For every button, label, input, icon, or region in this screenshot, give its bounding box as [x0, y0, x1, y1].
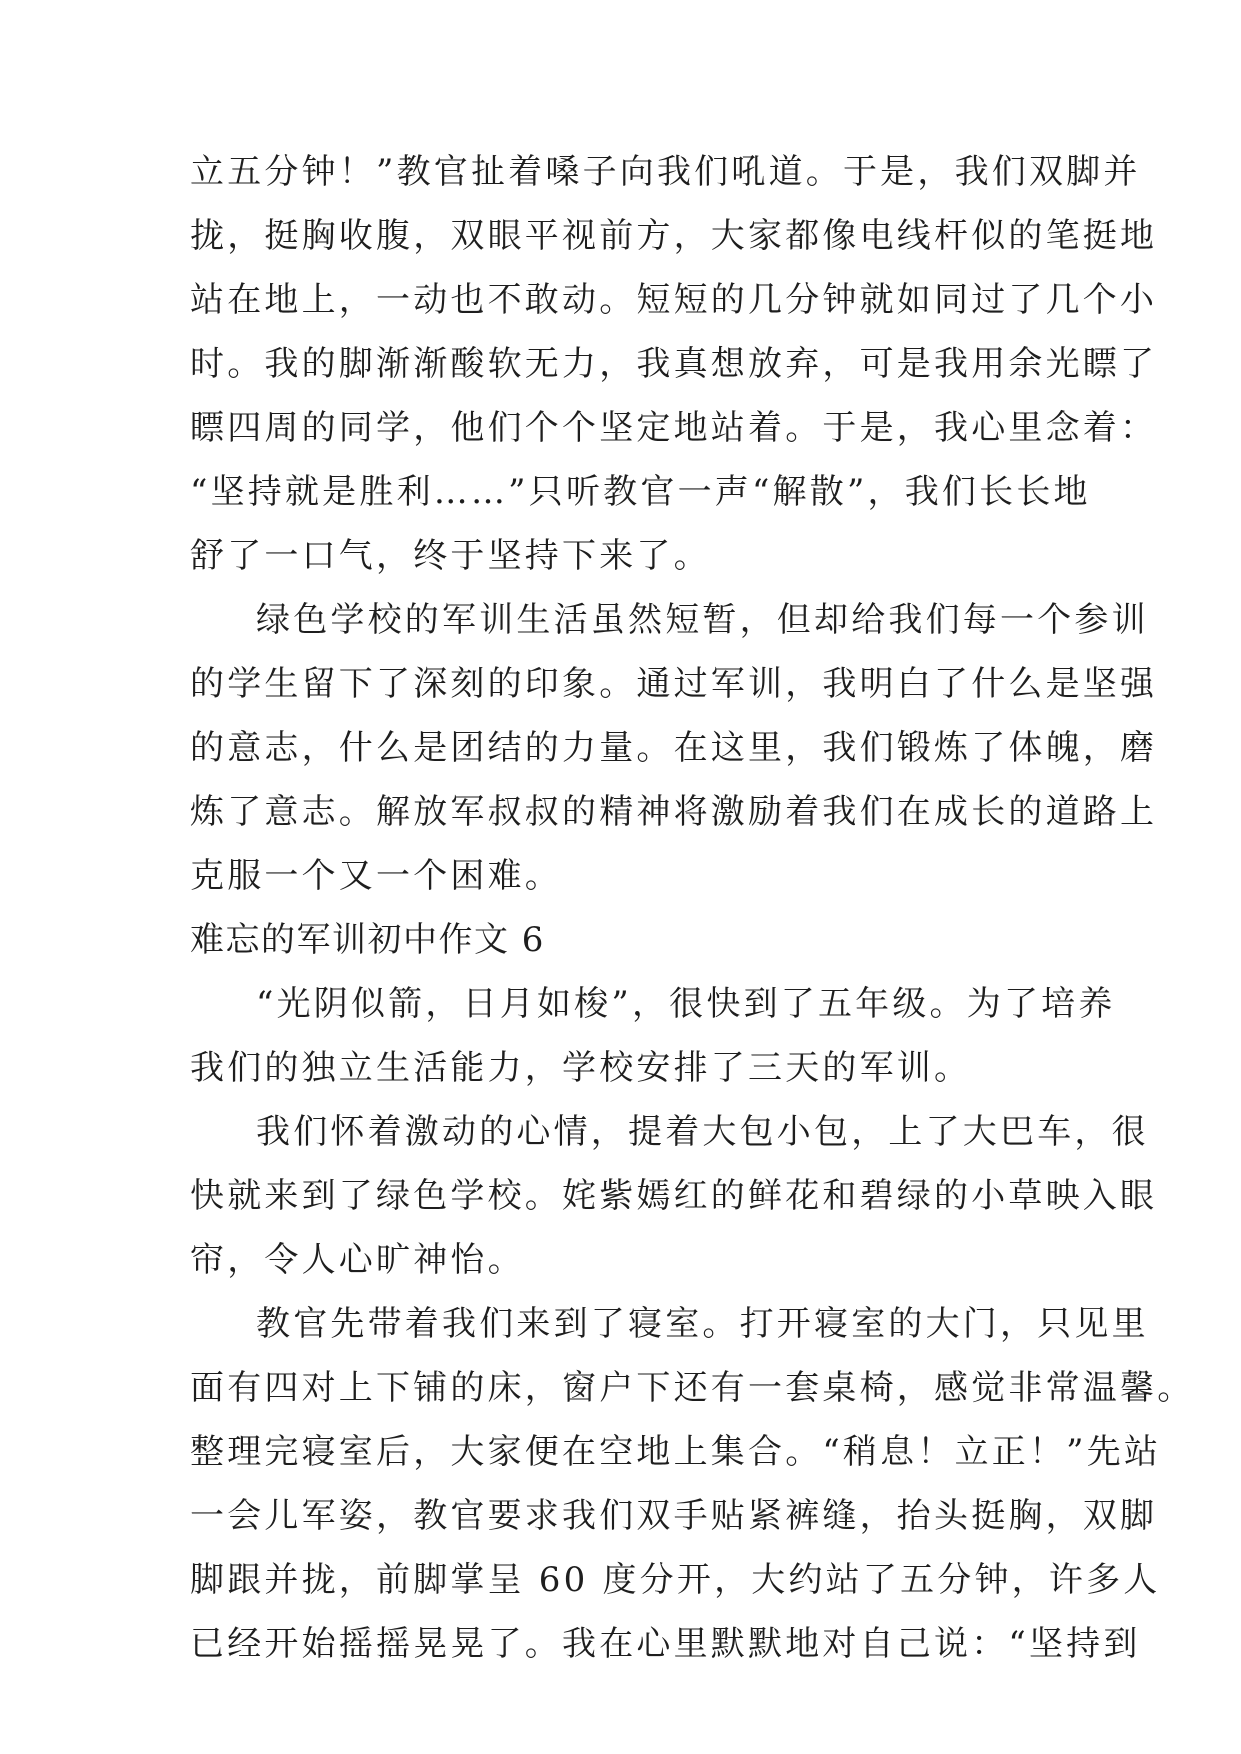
- text-line: 帘，令人心旷神怡。: [190, 1240, 525, 1280]
- text-line: 拢，挺胸收腹，双眼平视前方，大家都像电线杆似的笔挺地: [190, 216, 1158, 256]
- document-body: [190, 140, 1195, 1676]
- text-line: 一会儿军姿，教官要求我们双手贴紧裤缝，抬头挺胸，双脚: [190, 1496, 1158, 1536]
- text-line: 克服一个又一个困难。: [190, 856, 562, 896]
- text-line: 的学生留下了深刻的印象。通过军训，我明白了什么是坚强: [190, 664, 1158, 704]
- text-line: 立五分钟！”教官扯着嗓子向我们吼道。于是，我们双脚并: [190, 152, 1141, 192]
- section-heading: 难忘的军训初中作文 6: [190, 920, 545, 960]
- text-line: 站在地上，一动也不敢动。短短的几分钟就如同过了几个小: [190, 280, 1158, 320]
- text-line: 瞟四周的同学，他们个个坚定地站着。于是，我心里念着：: [190, 408, 1158, 448]
- text-line: 快就来到了绿色学校。姹紫嫣红的鲜花和碧绿的小草映入眼: [190, 1176, 1158, 1216]
- paragraph-first-line: “光阴似箭，日月如梭”，很快到了五年级。为了培养: [256, 984, 1116, 1024]
- text-line: 我们的独立生活能力，学校安排了三天的军训。: [190, 1048, 972, 1088]
- text-line: 时。我的脚渐渐酸软无力，我真想放弃，可是我用余光瞟了: [190, 344, 1158, 384]
- text-line: 面有四对上下铺的床，窗户下还有一套桌椅，感觉非常温馨。: [190, 1368, 1195, 1408]
- text-line: 脚跟并拢，前脚掌呈 60 度分开，大约站了五分钟，许多人: [190, 1560, 1161, 1600]
- paragraph-first-line: 教官先带着我们来到了寝室。打开寝室的大门，只见里: [256, 1304, 1149, 1344]
- text-line: 的意志，什么是团结的力量。在这里，我们锻炼了体魄，磨: [190, 728, 1158, 768]
- paragraph-first-line: 绿色学校的军训生活虽然短暂，但却给我们每一个参训: [256, 600, 1149, 640]
- paragraph-first-line: 我们怀着激动的心情，提着大包小包，上了大巴车，很: [256, 1112, 1149, 1152]
- text-line: 舒了一口气，终于坚持下来了。: [190, 536, 711, 576]
- text-line: 已经开始摇摇晃晃了。我在心里默默地对自己说：“坚持到: [190, 1624, 1141, 1664]
- text-line: “坚持就是胜利……”只听教官一声“解散”，我们长长地: [190, 472, 1091, 512]
- text-line: 炼了意志。解放军叔叔的精神将激励着我们在成长的道路上: [190, 792, 1158, 832]
- text-line: 整理完寝室后，大家便在空地上集合。“稍息！立正！”先站: [190, 1432, 1162, 1472]
